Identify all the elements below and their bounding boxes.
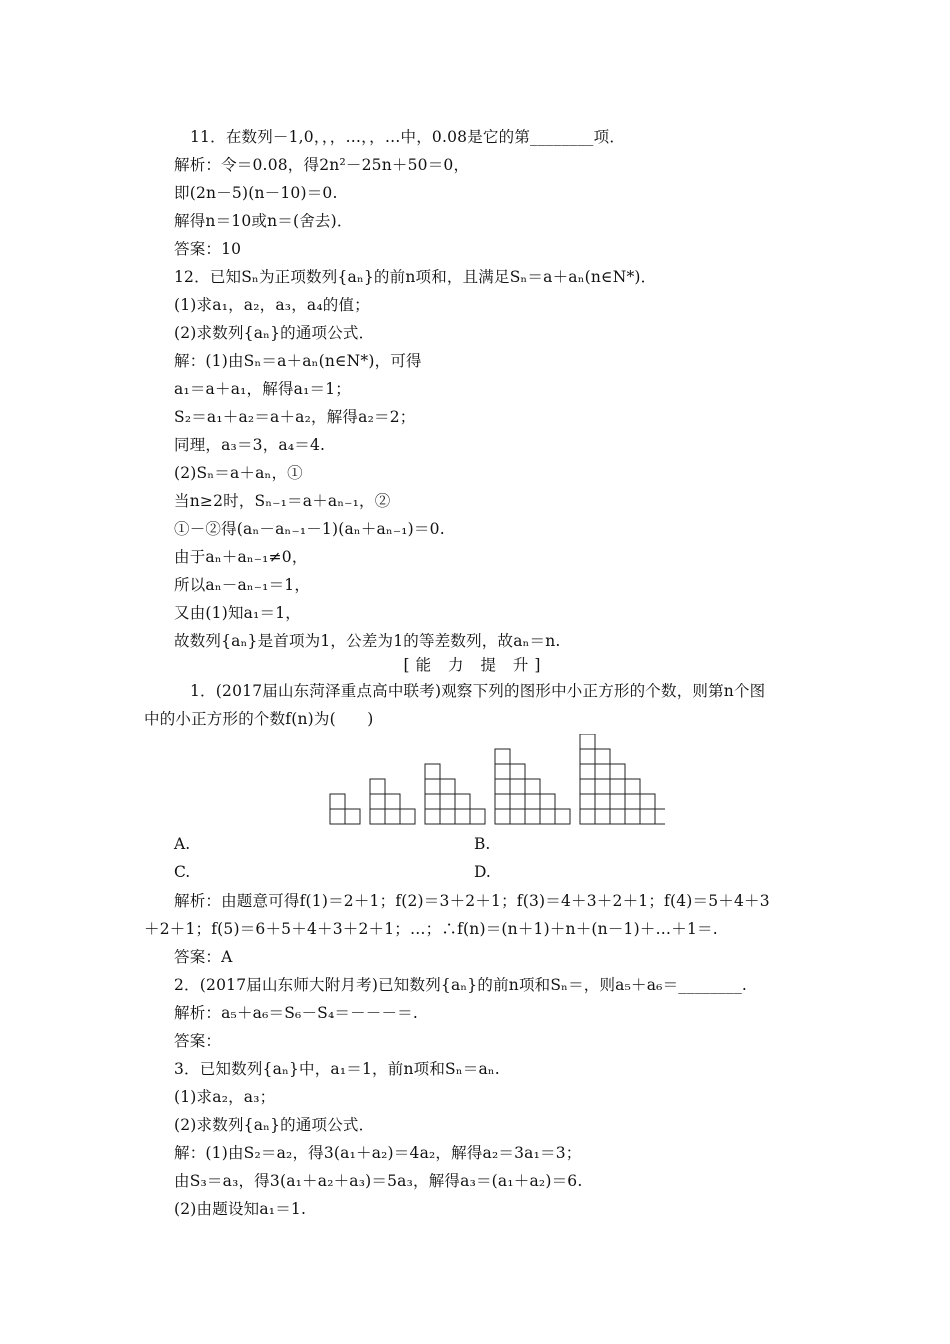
text-line-p1-b: 中的小正方形的个数f(n)为( ) xyxy=(144,710,374,728)
small-square xyxy=(425,794,440,809)
text-line-q12-s6: 当n≥2时，Sₙ₋₁＝a＋aₙ₋₁，② xyxy=(174,492,391,510)
small-square xyxy=(385,794,400,809)
text-line-q11-l3: 解得n＝10或n＝(舍去)． xyxy=(174,212,353,230)
small-square xyxy=(525,809,540,824)
text-line-q11-jx: 解析：令＝0.08，得2n²－25n＋50＝0， xyxy=(174,156,470,174)
small-square xyxy=(595,794,610,809)
figure-2 xyxy=(370,779,415,824)
small-square xyxy=(595,779,610,794)
option-b: B. xyxy=(474,835,491,853)
small-square xyxy=(495,749,510,764)
figure-3 xyxy=(425,764,485,824)
text-line-p3-s1: 解：(1)由S₂＝a₂，得3(a₁＋a₂)＝4a₂，解得a₂＝3a₁＝3； xyxy=(174,1144,582,1162)
small-square xyxy=(425,764,440,779)
section-title: [能 力 提 升] xyxy=(403,656,547,674)
small-square xyxy=(495,794,510,809)
small-square xyxy=(595,809,610,824)
small-square xyxy=(540,794,555,809)
text-line-p3-1: (1)求a₂，a₃； xyxy=(174,1088,276,1106)
small-square xyxy=(595,749,610,764)
small-square xyxy=(595,764,610,779)
text-line-p2-ans: 答案： xyxy=(174,1032,222,1050)
text-line-q11: 11．在数列－1,0，，，…，，…中，0.08是它的第________项． xyxy=(190,128,626,146)
text-line-q11-l2: 即(2n－5)(n－10)＝0. xyxy=(174,184,338,202)
small-square xyxy=(510,809,525,824)
small-square xyxy=(330,794,345,809)
small-square xyxy=(540,809,555,824)
small-square xyxy=(495,764,510,779)
small-square xyxy=(440,794,455,809)
small-square xyxy=(655,809,665,824)
text-line-q12-s3: S₂＝a₁＋a₂＝a＋a₂，解得a₂＝2； xyxy=(174,408,416,426)
text-line-p3-2: (2)求数列{aₙ}的通项公式． xyxy=(174,1116,375,1134)
small-square xyxy=(455,794,470,809)
text-line-q12-s10: 又由(1)知a₁＝1， xyxy=(174,604,301,622)
small-square xyxy=(625,794,640,809)
small-square xyxy=(610,809,625,824)
small-square xyxy=(580,779,595,794)
text-line-q12-s2: a₁＝a＋a₁，解得a₁＝1； xyxy=(174,380,351,398)
text-line-q12-s9: 所以aₙ－aₙ₋₁＝1， xyxy=(174,576,311,594)
small-square xyxy=(495,809,510,824)
small-square xyxy=(625,779,640,794)
small-square xyxy=(440,779,455,794)
small-square xyxy=(400,809,415,824)
text-line-q12-s1: 解：(1)由Sₙ＝a＋aₙ(n∈N*)，可得 xyxy=(174,352,422,370)
small-square xyxy=(580,794,595,809)
text-line-q12-s4: 同理，a₃＝3，a₄＝4. xyxy=(174,436,326,454)
text-line-p1-jx: 解析：由题意可得f(1)＝2＋1；f(2)＝3＋2＋1；f(3)＝4＋3＋2＋1；f(4)＝5＋4＋3 xyxy=(174,892,770,910)
text-line-q12-s7: ①－②得(aₙ－aₙ₋₁－1)(aₙ＋aₙ₋₁)＝0. xyxy=(174,520,445,538)
small-square xyxy=(625,809,640,824)
small-square xyxy=(470,809,485,824)
small-square xyxy=(385,809,400,824)
small-square xyxy=(455,809,470,824)
small-square xyxy=(370,779,385,794)
figure-5 xyxy=(580,734,665,824)
small-square xyxy=(555,809,570,824)
small-square xyxy=(440,809,455,824)
small-square xyxy=(370,809,385,824)
text-line-p3-s2: 由S₃＝a₃，得3(a₁＋a₂＋a₃)＝5a₃，解得a₃＝(a₁＋a₂)＝6. xyxy=(174,1172,583,1190)
text-line-p3: 3．已知数列{aₙ}中，a₁＝1，前n项和Sₙ＝aₙ. xyxy=(174,1060,500,1078)
small-square xyxy=(610,794,625,809)
square-figures xyxy=(325,734,665,828)
option-d: D. xyxy=(474,863,491,881)
small-square xyxy=(580,809,595,824)
small-square xyxy=(510,794,525,809)
small-square xyxy=(525,794,540,809)
text-line-q12-s8: 由于aₙ＋aₙ₋₁≠0， xyxy=(174,548,308,566)
text-line-p2: 2．(2017届山东师大附月考)已知数列{aₙ}的前n项和Sₙ＝，则a₅＋a₆＝________. xyxy=(174,976,748,994)
text-line-q12-s11: 故数列{aₙ}是首项为1，公差为1的等差数列，故aₙ＝n. xyxy=(174,632,561,650)
figure-1 xyxy=(330,794,360,824)
small-square xyxy=(345,809,360,824)
small-square xyxy=(580,734,595,749)
text-line-p1: 1．(2017届山东菏泽重点高中联考)观察下列的图形中小正方形的个数，则第n个图 xyxy=(190,682,766,700)
small-square xyxy=(425,809,440,824)
figure-4 xyxy=(495,749,570,824)
text-line-p2-jx: 解析：a₅＋a₆＝S₆－S₄＝－－－＝. xyxy=(174,1004,419,1022)
small-square xyxy=(525,779,540,794)
text-line-p1-ans: 答案：A xyxy=(174,948,233,966)
small-square xyxy=(425,779,440,794)
small-square xyxy=(610,779,625,794)
text-line-q11-ans: 答案：10 xyxy=(174,240,242,258)
small-square xyxy=(610,764,625,779)
small-square xyxy=(640,794,655,809)
text-line-q12-1: (1)求a₁，a₂，a₃，a₄的值； xyxy=(174,296,370,314)
text-line-q12-2: (2)求数列{aₙ}的通项公式． xyxy=(174,324,375,342)
small-square xyxy=(510,779,525,794)
small-square xyxy=(495,779,510,794)
option-a: A. xyxy=(174,835,191,853)
text-line-q12: 12．已知Sₙ为正项数列{aₙ}的前n项和，且满足Sₙ＝a＋aₙ(n∈N*)． xyxy=(174,268,657,286)
small-square xyxy=(330,809,345,824)
option-c: C. xyxy=(174,863,191,881)
text-line-p1-jx2: ＋2＋1；f(5)＝6＋5＋4＋3＋2＋1；…；∴f(n)＝(n＋1)＋n＋(n－1)＋…＋1＝. xyxy=(144,920,718,938)
small-square xyxy=(580,764,595,779)
small-square xyxy=(640,809,655,824)
small-square xyxy=(510,764,525,779)
text-line-q12-s5: (2)Sₙ＝a＋aₙ，① xyxy=(174,464,303,482)
text-line-p3-s3: (2)由题设知a₁＝1. xyxy=(174,1200,307,1218)
small-square xyxy=(580,749,595,764)
small-square xyxy=(370,794,385,809)
